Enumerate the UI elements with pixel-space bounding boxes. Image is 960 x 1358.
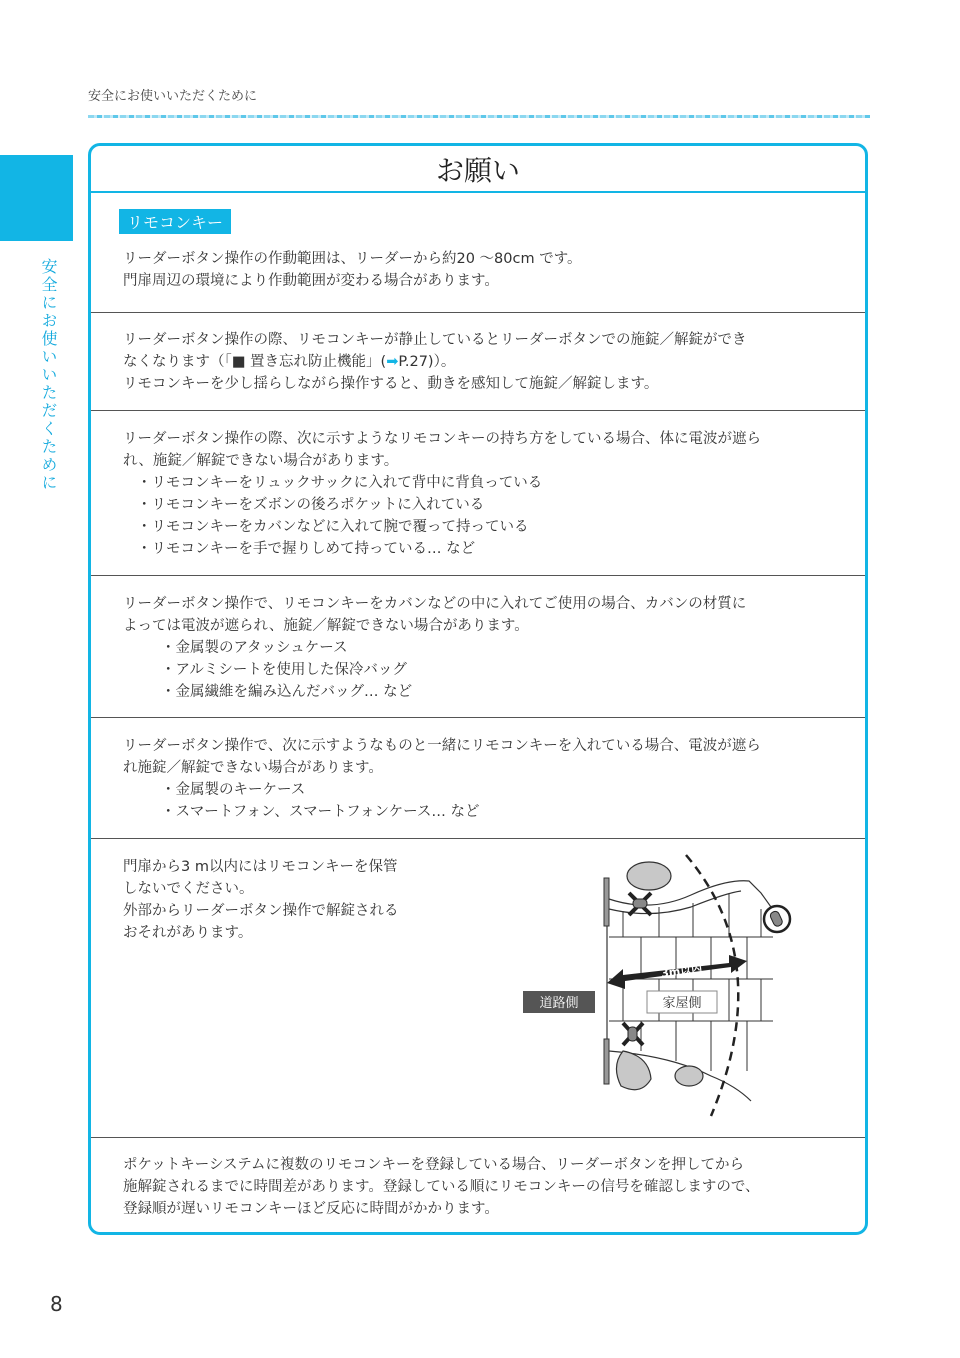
text-line: 外部からリーダーボタン操作で解錠される	[123, 903, 399, 919]
distance-label: 3m以内	[660, 962, 703, 981]
list-item: ・リモコンキーをズボンの後ろポケットに入れている	[137, 497, 485, 513]
text-line: れ、施錠／解錠できない場合があります。	[123, 453, 399, 469]
list-item: ・リモコンキーをカバンなどに入れて腕で覆って持っている	[137, 519, 529, 535]
divider	[91, 410, 865, 411]
list-item: ・リモコンキーを手で握りしめて持っている… など	[137, 541, 476, 557]
side-label: 安全にお使いいただくために	[39, 258, 58, 492]
prohibited-key-icon	[623, 1023, 643, 1045]
list-item: ・金属製のアタッシュケース	[161, 640, 348, 656]
gate-post	[604, 878, 609, 926]
text-line: ポケットキーシステムに複数のリモコンキーを登録している場合、リーダーボタンを押してから	[123, 1157, 745, 1173]
section-body-block	[123, 428, 839, 560]
road-side-label: 道路側	[539, 996, 579, 1011]
header-rule	[88, 115, 870, 118]
distance-arrow	[607, 955, 747, 989]
text-line: おそれがあります。	[123, 925, 253, 941]
divider	[91, 1137, 865, 1138]
key-ok-icon	[764, 906, 790, 932]
stepping-stone	[675, 1066, 703, 1086]
text-line: リーダーボタン操作の際、次に示すようなリモコンキーの持ち方をしている場合、体に電波が遮ら	[123, 431, 761, 447]
divider	[91, 717, 865, 718]
notice-box	[88, 143, 868, 1235]
divider	[91, 312, 865, 313]
stepping-stone	[616, 1051, 651, 1090]
list-item: ・金属繊維を編み込んだバッグ… など	[161, 684, 413, 700]
text-line: れ施錠／解錠できない場合があります。	[123, 760, 383, 776]
section-stationary	[123, 329, 839, 395]
section-multiple-keys	[123, 1154, 839, 1220]
text-line-with-ref	[123, 351, 839, 373]
text-line: 登録順が遅いリモコンキーほど反応に時間がかかります。	[123, 1201, 499, 1217]
distance-illustration	[511, 851, 811, 1121]
text-line: しないでください。	[123, 881, 254, 897]
side-tab	[0, 155, 73, 241]
section-range	[123, 248, 839, 292]
list-item: ・スマートフォン、スマートフォンケース… など	[161, 804, 480, 820]
text-fragment: なくなります（「■ 置き忘れ防止機能」(	[123, 354, 387, 370]
section-tag: リモコンキー	[119, 209, 231, 234]
section-together-items	[123, 735, 839, 823]
list-item: ・金属製のキーケース	[161, 782, 306, 798]
text-line: リーダーボタン操作の際、リモコンキーが静止しているとリーダーボタンでの施錠／解錠ができ	[123, 332, 747, 348]
arrow-right-icon: ➡	[386, 354, 399, 370]
list-item: ・アルミシートを使用した保冷バッグ	[161, 662, 407, 678]
page-ref-link[interactable]: P.27)）。	[398, 354, 456, 370]
section-bag-material	[123, 593, 839, 703]
text-line: リモコンキーを少し揺らしながら操作すると、動きを感知して施錠／解錠します。	[123, 376, 659, 392]
divider	[91, 838, 865, 839]
text-line: リーダーボタン操作で、リモコンキーをカバンなどの中に入れてご使用の場合、カバンの材質に	[123, 596, 747, 612]
stepping-stone	[627, 862, 671, 890]
text-line: 門扉周辺の環境により作動範囲が変わる場合があります。	[123, 273, 499, 289]
text-line: 門扉から3 m以内にはリモコンキーを保管	[123, 859, 398, 875]
text-line: よっては電波が遮られ、施錠／解錠できない場合があります。	[123, 618, 529, 634]
gate-post	[604, 1039, 609, 1084]
section-storage-distance	[123, 856, 453, 944]
divider	[91, 575, 865, 576]
page-number: 8	[50, 1292, 63, 1316]
box-title: お願い	[91, 146, 865, 193]
running-head: 安全にお使いいただくために	[88, 89, 258, 104]
house-side-label: 家屋側	[662, 996, 702, 1011]
text-line: リーダーボタン操作の作動範囲は、リーダーから約20 ～80cm です。	[123, 251, 582, 267]
brick-grid	[609, 893, 773, 1071]
text-line: リーダーボタン操作で、次に示すようなものと一緒にリモコンキーを入れている場合、電波が遮ら	[123, 738, 761, 754]
text-line: 施解錠されるまでに時間差があります。登録している順にリモコンキーの信号を確認しますので、	[123, 1179, 760, 1195]
list-item: ・リモコンキーをリュックサックに入れて背中に背負っている	[137, 475, 543, 491]
